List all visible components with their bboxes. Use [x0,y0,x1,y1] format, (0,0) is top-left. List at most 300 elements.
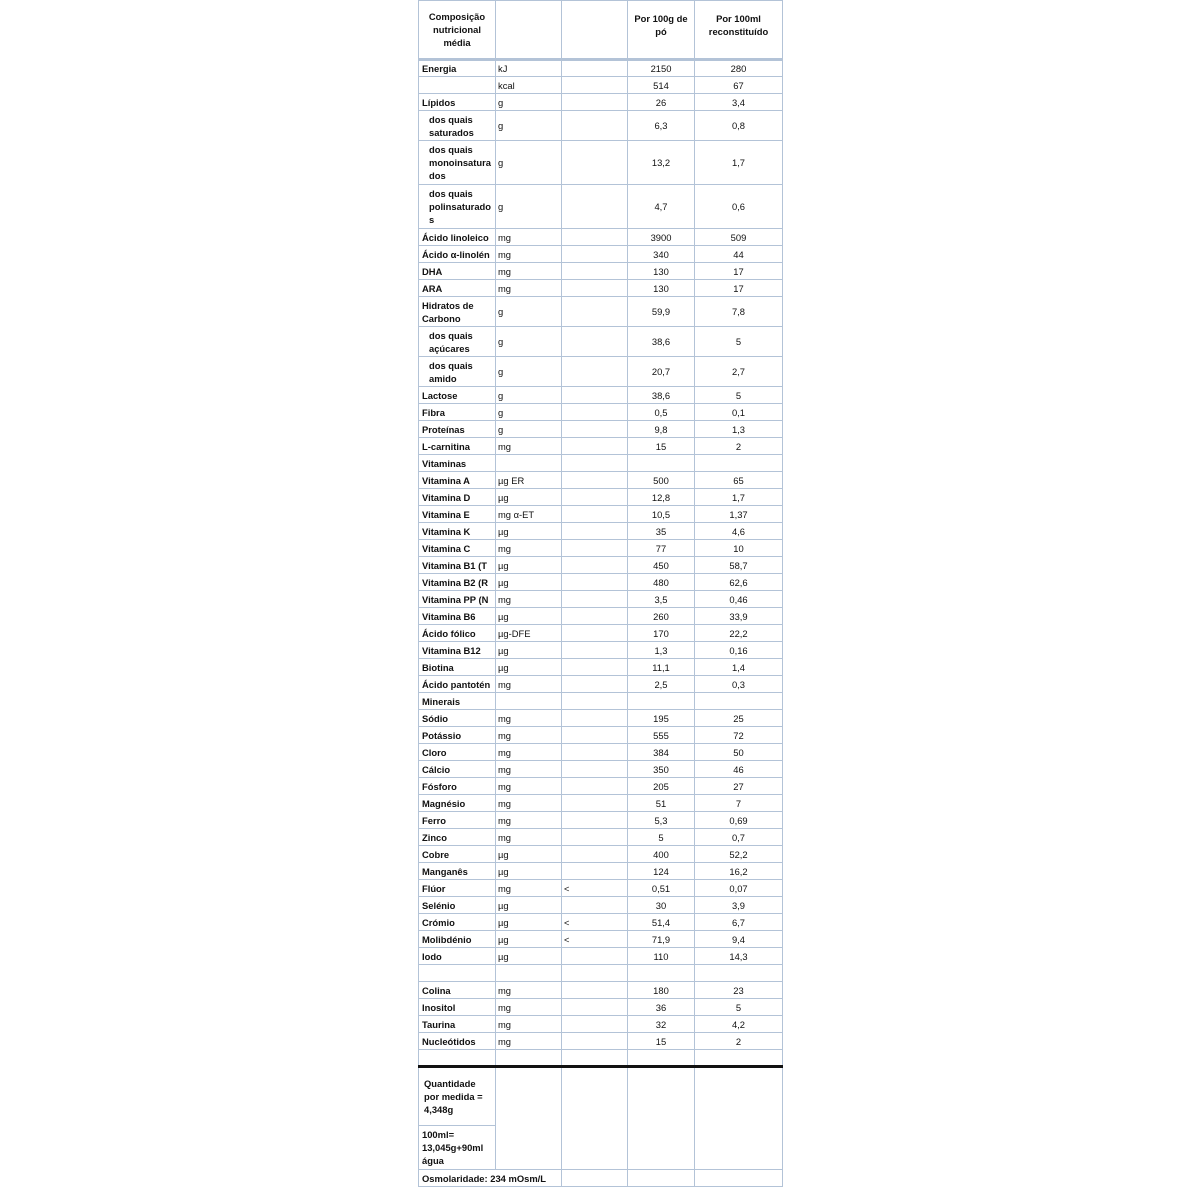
table-row [419,795,783,812]
table-row [419,229,783,246]
per-100g-value [628,455,695,472]
nutrient-name: Selénio [419,897,496,914]
per-100ml-value [695,965,783,982]
nutrient-name: Colina [419,982,496,999]
per-100g-value: 130 [628,263,695,280]
qualifier [562,829,628,846]
footer-empty-cell [562,1170,628,1187]
nutrient-name-text: dos quais monoinsatura dos [429,144,491,181]
qualifier [562,982,628,999]
table-row [419,846,783,863]
qualifier [562,659,628,676]
unit: mg [496,982,562,999]
per-100g-value: 51 [628,795,695,812]
per-100ml-value: 52,2 [695,846,783,863]
qualifier [562,744,628,761]
qualifier [562,897,628,914]
per-100ml-value: 33,9 [695,608,783,625]
per-100ml-value [695,1050,783,1067]
per-100ml-value: 72 [695,727,783,744]
table-row [419,557,783,574]
qualifier [562,472,628,489]
header-composition: Composição nutricional média [419,1,496,60]
nutrient-name: Vitamina D [419,489,496,506]
header-per-100g: Por 100g de pó [628,1,695,60]
qualifier [562,489,628,506]
unit: mg [496,999,562,1016]
unit: g [496,297,562,327]
footer-row [419,1067,783,1126]
unit: µg [496,574,562,591]
per-100ml-value: 16,2 [695,863,783,880]
table-row [419,829,783,846]
per-100ml-value: 1,3 [695,421,783,438]
table-row [419,141,783,185]
table-row [419,727,783,744]
per-100ml-value: 0,3 [695,676,783,693]
footer-empty-cell [562,1067,628,1170]
qualifier [562,965,628,982]
per-100ml-value [695,693,783,710]
table-row [419,111,783,141]
nutrient-name: Energia [419,60,496,77]
table-row [419,523,783,540]
nutrient-name: Magnésio [419,795,496,812]
per-100g-value: 400 [628,846,695,863]
table-row [419,948,783,965]
table-header-row [419,1,783,60]
nutrient-name: Lípidos [419,94,496,111]
qualifier [562,761,628,778]
table-row [419,77,783,94]
table-row [419,931,783,948]
qualifier [562,94,628,111]
unit: mg [496,727,562,744]
qualifier [562,846,628,863]
per-100g-value: 2150 [628,60,695,77]
nutrient-name: DHA [419,263,496,280]
table-row [419,608,783,625]
table-row [419,185,783,229]
nutrient-name [419,185,496,229]
table-row [419,897,783,914]
per-100g-value: 77 [628,540,695,557]
qualifier [562,795,628,812]
per-100ml-value: 0,16 [695,642,783,659]
measure-quantity: Quantidade por medida = 4,348g [419,1067,496,1126]
table-row [419,982,783,999]
per-100ml-value: 6,7 [695,914,783,931]
per-100ml-value: 14,3 [695,948,783,965]
qualifier [562,327,628,357]
per-100g-value: 260 [628,608,695,625]
qualifier [562,438,628,455]
nutrient-name: Vitamina PP (N [419,591,496,608]
per-100ml-value: 7,8 [695,297,783,327]
per-100g-value: 15 [628,438,695,455]
unit: mg [496,676,562,693]
qualifier [562,246,628,263]
qualifier [562,591,628,608]
nutrient-name: Ácido pantotén [419,676,496,693]
qualifier [562,357,628,387]
per-100g-value: 340 [628,246,695,263]
unit [496,1050,562,1067]
unit: mg [496,829,562,846]
per-100g-value: 124 [628,863,695,880]
per-100g-value: 15 [628,1033,695,1050]
unit: µg [496,863,562,880]
unit: µg [496,489,562,506]
qualifier [562,387,628,404]
per-100g-value: 13,2 [628,141,695,185]
per-100g-value: 11,1 [628,659,695,676]
per-100g-value: 170 [628,625,695,642]
nutrient-name: Vitamina B1 (T [419,557,496,574]
unit: µg [496,659,562,676]
unit [496,965,562,982]
per-100g-value: 500 [628,472,695,489]
per-100ml-value: 2 [695,1033,783,1050]
qualifier [562,523,628,540]
per-100g-value: 32 [628,1016,695,1033]
unit: mg [496,761,562,778]
unit: mg [496,880,562,897]
nutrient-name: Vitamina E [419,506,496,523]
table-row [419,693,783,710]
per-100ml-value: 1,7 [695,489,783,506]
unit: mg [496,438,562,455]
per-100g-value: 30 [628,897,695,914]
nutrient-name: Iodo [419,948,496,965]
table-row [419,455,783,472]
nutrient-name: Fósforo [419,778,496,795]
per-100g-value: 3,5 [628,591,695,608]
qualifier [562,557,628,574]
reconstitution-info: 100ml= 13,045g+90ml água [419,1126,496,1170]
table-row [419,710,783,727]
qualifier: < [562,880,628,897]
footer-empty-cell [628,1067,695,1170]
per-100ml-value: 46 [695,761,783,778]
nutrient-name: Minerais [419,693,496,710]
per-100ml-value: 25 [695,710,783,727]
nutrient-name: Vitamina B12 [419,642,496,659]
nutrient-name: L-carnitina [419,438,496,455]
nutrient-name: Potássio [419,727,496,744]
unit: mg [496,1033,562,1050]
qualifier [562,229,628,246]
qualifier: < [562,914,628,931]
table-row [419,263,783,280]
per-100g-value: 350 [628,761,695,778]
per-100ml-value: 0,69 [695,812,783,829]
per-100ml-value: 0,8 [695,111,783,141]
nutrient-name [419,141,496,185]
unit: g [496,94,562,111]
per-100g-value: 51,4 [628,914,695,931]
per-100ml-value: 4,6 [695,523,783,540]
per-100ml-value: 1,7 [695,141,783,185]
nutrient-name: Crómio [419,914,496,931]
header-unit [496,1,562,60]
nutrient-name: Nucleótidos [419,1033,496,1050]
nutrient-name: Biotina [419,659,496,676]
qualifier [562,1033,628,1050]
header-mark [562,1,628,60]
qualifier [562,693,628,710]
footer-row [419,1170,783,1187]
per-100g-value: 71,9 [628,931,695,948]
table-row [419,387,783,404]
unit: µg [496,914,562,931]
per-100g-value: 5 [628,829,695,846]
table-row [419,421,783,438]
qualifier [562,77,628,94]
per-100ml-value: 0,7 [695,829,783,846]
nutrient-name [419,1050,496,1067]
per-100ml-value: 23 [695,982,783,999]
per-100g-value: 5,3 [628,812,695,829]
qualifier [562,710,628,727]
per-100g-value: 6,3 [628,111,695,141]
footer-empty-cell [695,1170,783,1187]
qualifier [562,111,628,141]
unit: mg [496,263,562,280]
per-100ml-value: 9,4 [695,931,783,948]
per-100g-value: 3900 [628,229,695,246]
table-row [419,863,783,880]
nutrient-name: Taurina [419,1016,496,1033]
per-100g-value: 2,5 [628,676,695,693]
table-row [419,297,783,327]
nutrient-name: Cálcio [419,761,496,778]
nutrient-name: Cobre [419,846,496,863]
unit: mg [496,778,562,795]
per-100g-value: 0,51 [628,880,695,897]
nutrient-name: Ácido fólico [419,625,496,642]
table-row [419,1033,783,1050]
nutrient-name: Hidratos de Carbono [419,297,496,327]
per-100ml-value: 62,6 [695,574,783,591]
qualifier: < [562,931,628,948]
qualifier [562,948,628,965]
per-100g-value: 195 [628,710,695,727]
nutrient-name: Cloro [419,744,496,761]
per-100ml-value: 5 [695,327,783,357]
per-100ml-value: 280 [695,60,783,77]
table-row [419,540,783,557]
table-row [419,60,783,77]
table-row [419,506,783,523]
unit: µg [496,642,562,659]
per-100g-value [628,693,695,710]
nutrient-name [419,327,496,357]
qualifier [562,727,628,744]
unit: mg [496,1016,562,1033]
unit: µg [496,948,562,965]
nutrient-name [419,77,496,94]
table-row [419,642,783,659]
nutrient-name-text: dos quais polinsaturado s [429,188,491,225]
unit: µg [496,846,562,863]
unit: mg [496,591,562,608]
qualifier [562,999,628,1016]
qualifier [562,141,628,185]
nutrient-name-text: dos quais amido [429,359,473,384]
nutrient-name: Zinco [419,829,496,846]
unit: mg [496,229,562,246]
nutrient-name [419,965,496,982]
table-row [419,94,783,111]
nutrient-name: Fibra [419,404,496,421]
per-100g-value: 36 [628,999,695,1016]
unit [496,455,562,472]
per-100g-value: 12,8 [628,489,695,506]
qualifier [562,608,628,625]
per-100ml-value: 17 [695,280,783,297]
nutrient-name: Vitamina K [419,523,496,540]
table-row [419,999,783,1016]
table-row [419,965,783,982]
nutrient-name: Ácido linoleico [419,229,496,246]
per-100g-value: 110 [628,948,695,965]
unit: mg [496,246,562,263]
per-100g-value: 4,7 [628,185,695,229]
nutrient-name: Ferro [419,812,496,829]
unit: µg [496,608,562,625]
nutrient-name: ARA [419,280,496,297]
per-100g-value: 205 [628,778,695,795]
unit: g [496,327,562,357]
nutrient-name-text: dos quais açúcares [429,329,473,354]
unit: kcal [496,77,562,94]
nutrient-name [419,357,496,387]
qualifier [562,1050,628,1067]
per-100g-value: 38,6 [628,327,695,357]
qualifier [562,455,628,472]
nutrient-name: Molibdénio [419,931,496,948]
qualifier [562,812,628,829]
qualifier [562,778,628,795]
table-row [419,625,783,642]
qualifier [562,185,628,229]
table-row [419,914,783,931]
unit: µg-DFE [496,625,562,642]
table-row [419,591,783,608]
per-100ml-value: 65 [695,472,783,489]
per-100ml-value: 10 [695,540,783,557]
unit: mg α-ET [496,506,562,523]
per-100ml-value: 7 [695,795,783,812]
nutrient-name: Lactose [419,387,496,404]
table-row [419,280,783,297]
per-100g-value: 180 [628,982,695,999]
per-100ml-value: 5 [695,387,783,404]
osmolarity: Osmolaridade: 234 mOsm/L [419,1170,562,1187]
qualifier [562,863,628,880]
qualifier [562,1016,628,1033]
qualifier [562,676,628,693]
footer-empty-cell [496,1067,562,1170]
per-100g-value [628,965,695,982]
per-100g-value: 35 [628,523,695,540]
table-row [419,246,783,263]
nutrient-name: Inositol [419,999,496,1016]
per-100ml-value: 0,07 [695,880,783,897]
per-100g-value: 130 [628,280,695,297]
per-100g-value: 38,6 [628,387,695,404]
nutrient-name: Vitamina B6 [419,608,496,625]
qualifier [562,421,628,438]
per-100g-value: 450 [628,557,695,574]
table-row [419,357,783,387]
per-100ml-value: 44 [695,246,783,263]
unit: µg [496,523,562,540]
per-100ml-value: 0,1 [695,404,783,421]
nutrient-name: Manganês [419,863,496,880]
table-row [419,1050,783,1067]
per-100ml-value: 3,9 [695,897,783,914]
per-100g-value: 514 [628,77,695,94]
table-row [419,327,783,357]
unit: µg [496,897,562,914]
qualifier [562,625,628,642]
table-row [419,574,783,591]
nutrient-name: Ácido α-linolén [419,246,496,263]
nutrient-name: Sódio [419,710,496,727]
footer-empty-cell [695,1067,783,1170]
nutrient-name: Vitaminas [419,455,496,472]
per-100ml-value: 17 [695,263,783,280]
per-100ml-value: 0,46 [695,591,783,608]
qualifier [562,642,628,659]
unit: µg [496,557,562,574]
per-100ml-value: 1,37 [695,506,783,523]
per-100g-value: 59,9 [628,297,695,327]
per-100g-value: 9,8 [628,421,695,438]
unit: mg [496,812,562,829]
per-100g-value [628,1050,695,1067]
qualifier [562,574,628,591]
table-row [419,472,783,489]
qualifier [562,540,628,557]
table-row [419,761,783,778]
nutrient-name: Vitamina B2 (R [419,574,496,591]
nutrient-name [419,111,496,141]
nutrient-name: Vitamina A [419,472,496,489]
per-100g-value: 480 [628,574,695,591]
unit: mg [496,710,562,727]
per-100ml-value: 58,7 [695,557,783,574]
unit: µg [496,931,562,948]
footer-empty-cell [628,1170,695,1187]
table-row [419,744,783,761]
unit: mg [496,744,562,761]
per-100ml-value: 4,2 [695,1016,783,1033]
per-100ml-value: 3,4 [695,94,783,111]
per-100g-value: 555 [628,727,695,744]
per-100ml-value: 1,4 [695,659,783,676]
qualifier [562,263,628,280]
table-row [419,404,783,421]
unit: mg [496,540,562,557]
unit: g [496,421,562,438]
per-100g-value: 20,7 [628,357,695,387]
nutrient-name: Vitamina C [419,540,496,557]
qualifier [562,404,628,421]
qualifier [562,60,628,77]
